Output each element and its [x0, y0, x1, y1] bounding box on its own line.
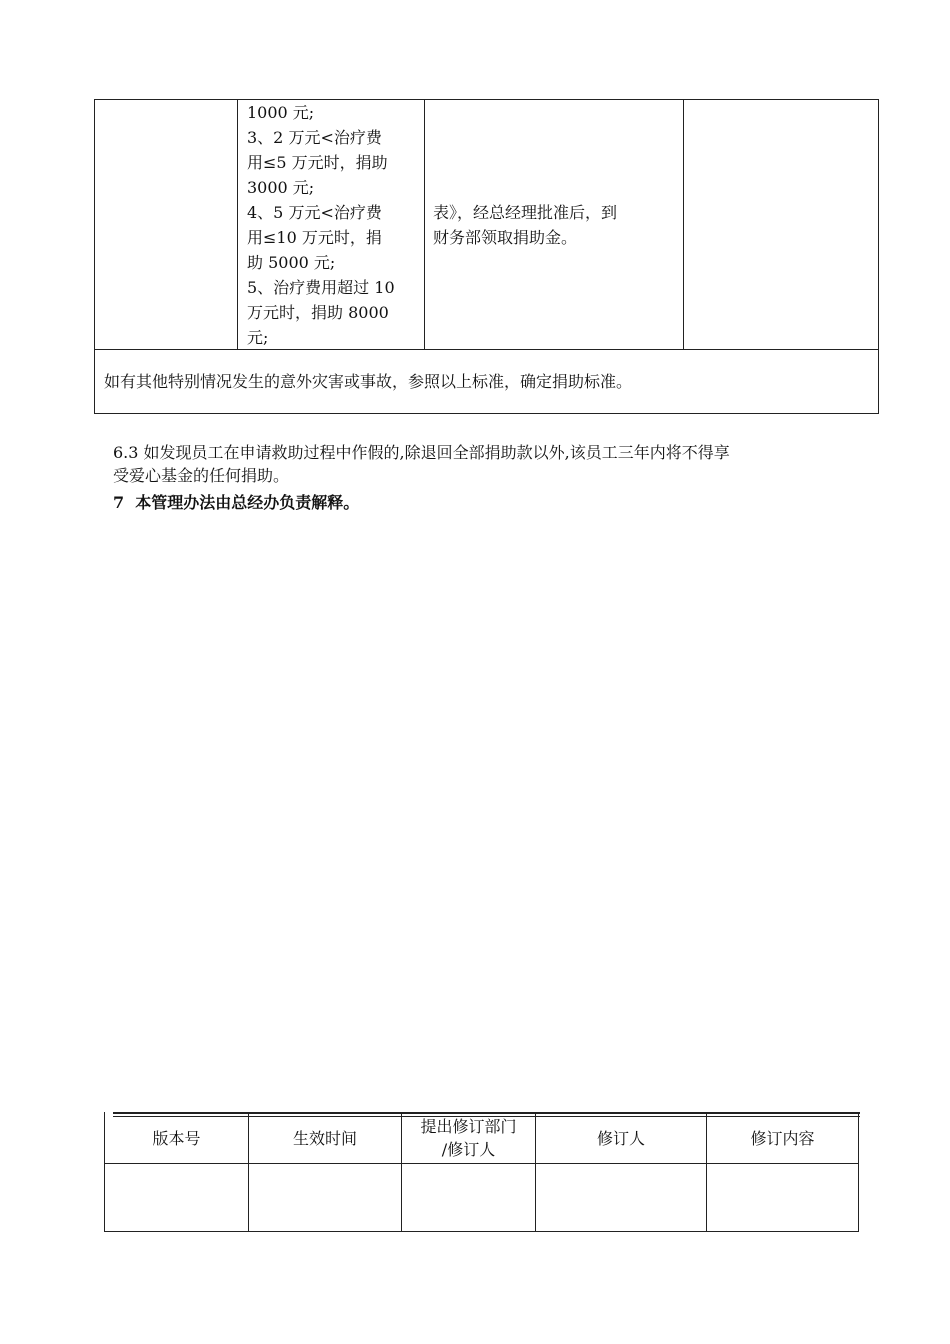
criteria-line: 5、治疗费用超过 10	[247, 278, 395, 297]
criteria-line: 1000 元;	[247, 103, 315, 122]
header-revision-content: 修订内容	[750, 1129, 815, 1148]
criteria-line: 万元时，捐助 8000	[247, 303, 389, 322]
section-7-heading: 7 本管理办法由总经办负责解释。	[113, 493, 360, 512]
paragraph-6-3-line2: 受爱心基金的任何捐助。	[113, 466, 290, 485]
criteria-line: 元;	[247, 328, 269, 347]
procedure-line: 财务部领取捐助金。	[433, 228, 578, 247]
criteria-line: 助 5000 元;	[247, 253, 336, 272]
criteria-line: 用≤5 万元时，捐助	[247, 153, 388, 172]
criteria-line: 3、2 万元<治疗费	[247, 128, 382, 147]
paragraph-6-3-line1: 6.3 如发现员工在申请救助过程中作假的,除退回全部捐助款以外,该员工三年内将不得享	[113, 443, 730, 462]
criteria-line: 用≤10 万元时，捐	[247, 228, 382, 247]
procedure-line: 表》，经总经理批准后，到	[433, 203, 618, 222]
criteria-line: 3000 元;	[247, 178, 315, 197]
header-version: 版本号	[152, 1129, 201, 1148]
header-dept-line1: 提出修订部门	[420, 1117, 517, 1136]
criteria-line: 4、5 万元<治疗费	[247, 203, 382, 222]
header-dept-line2: /修订人	[441, 1140, 496, 1159]
header-effective-date: 生效时间	[292, 1129, 357, 1148]
table-note-row: 如有其他特别情况发生的意外灾害或事故，参照以上标准，确定捐助标准。	[104, 372, 633, 391]
header-reviser: 修订人	[596, 1129, 645, 1148]
